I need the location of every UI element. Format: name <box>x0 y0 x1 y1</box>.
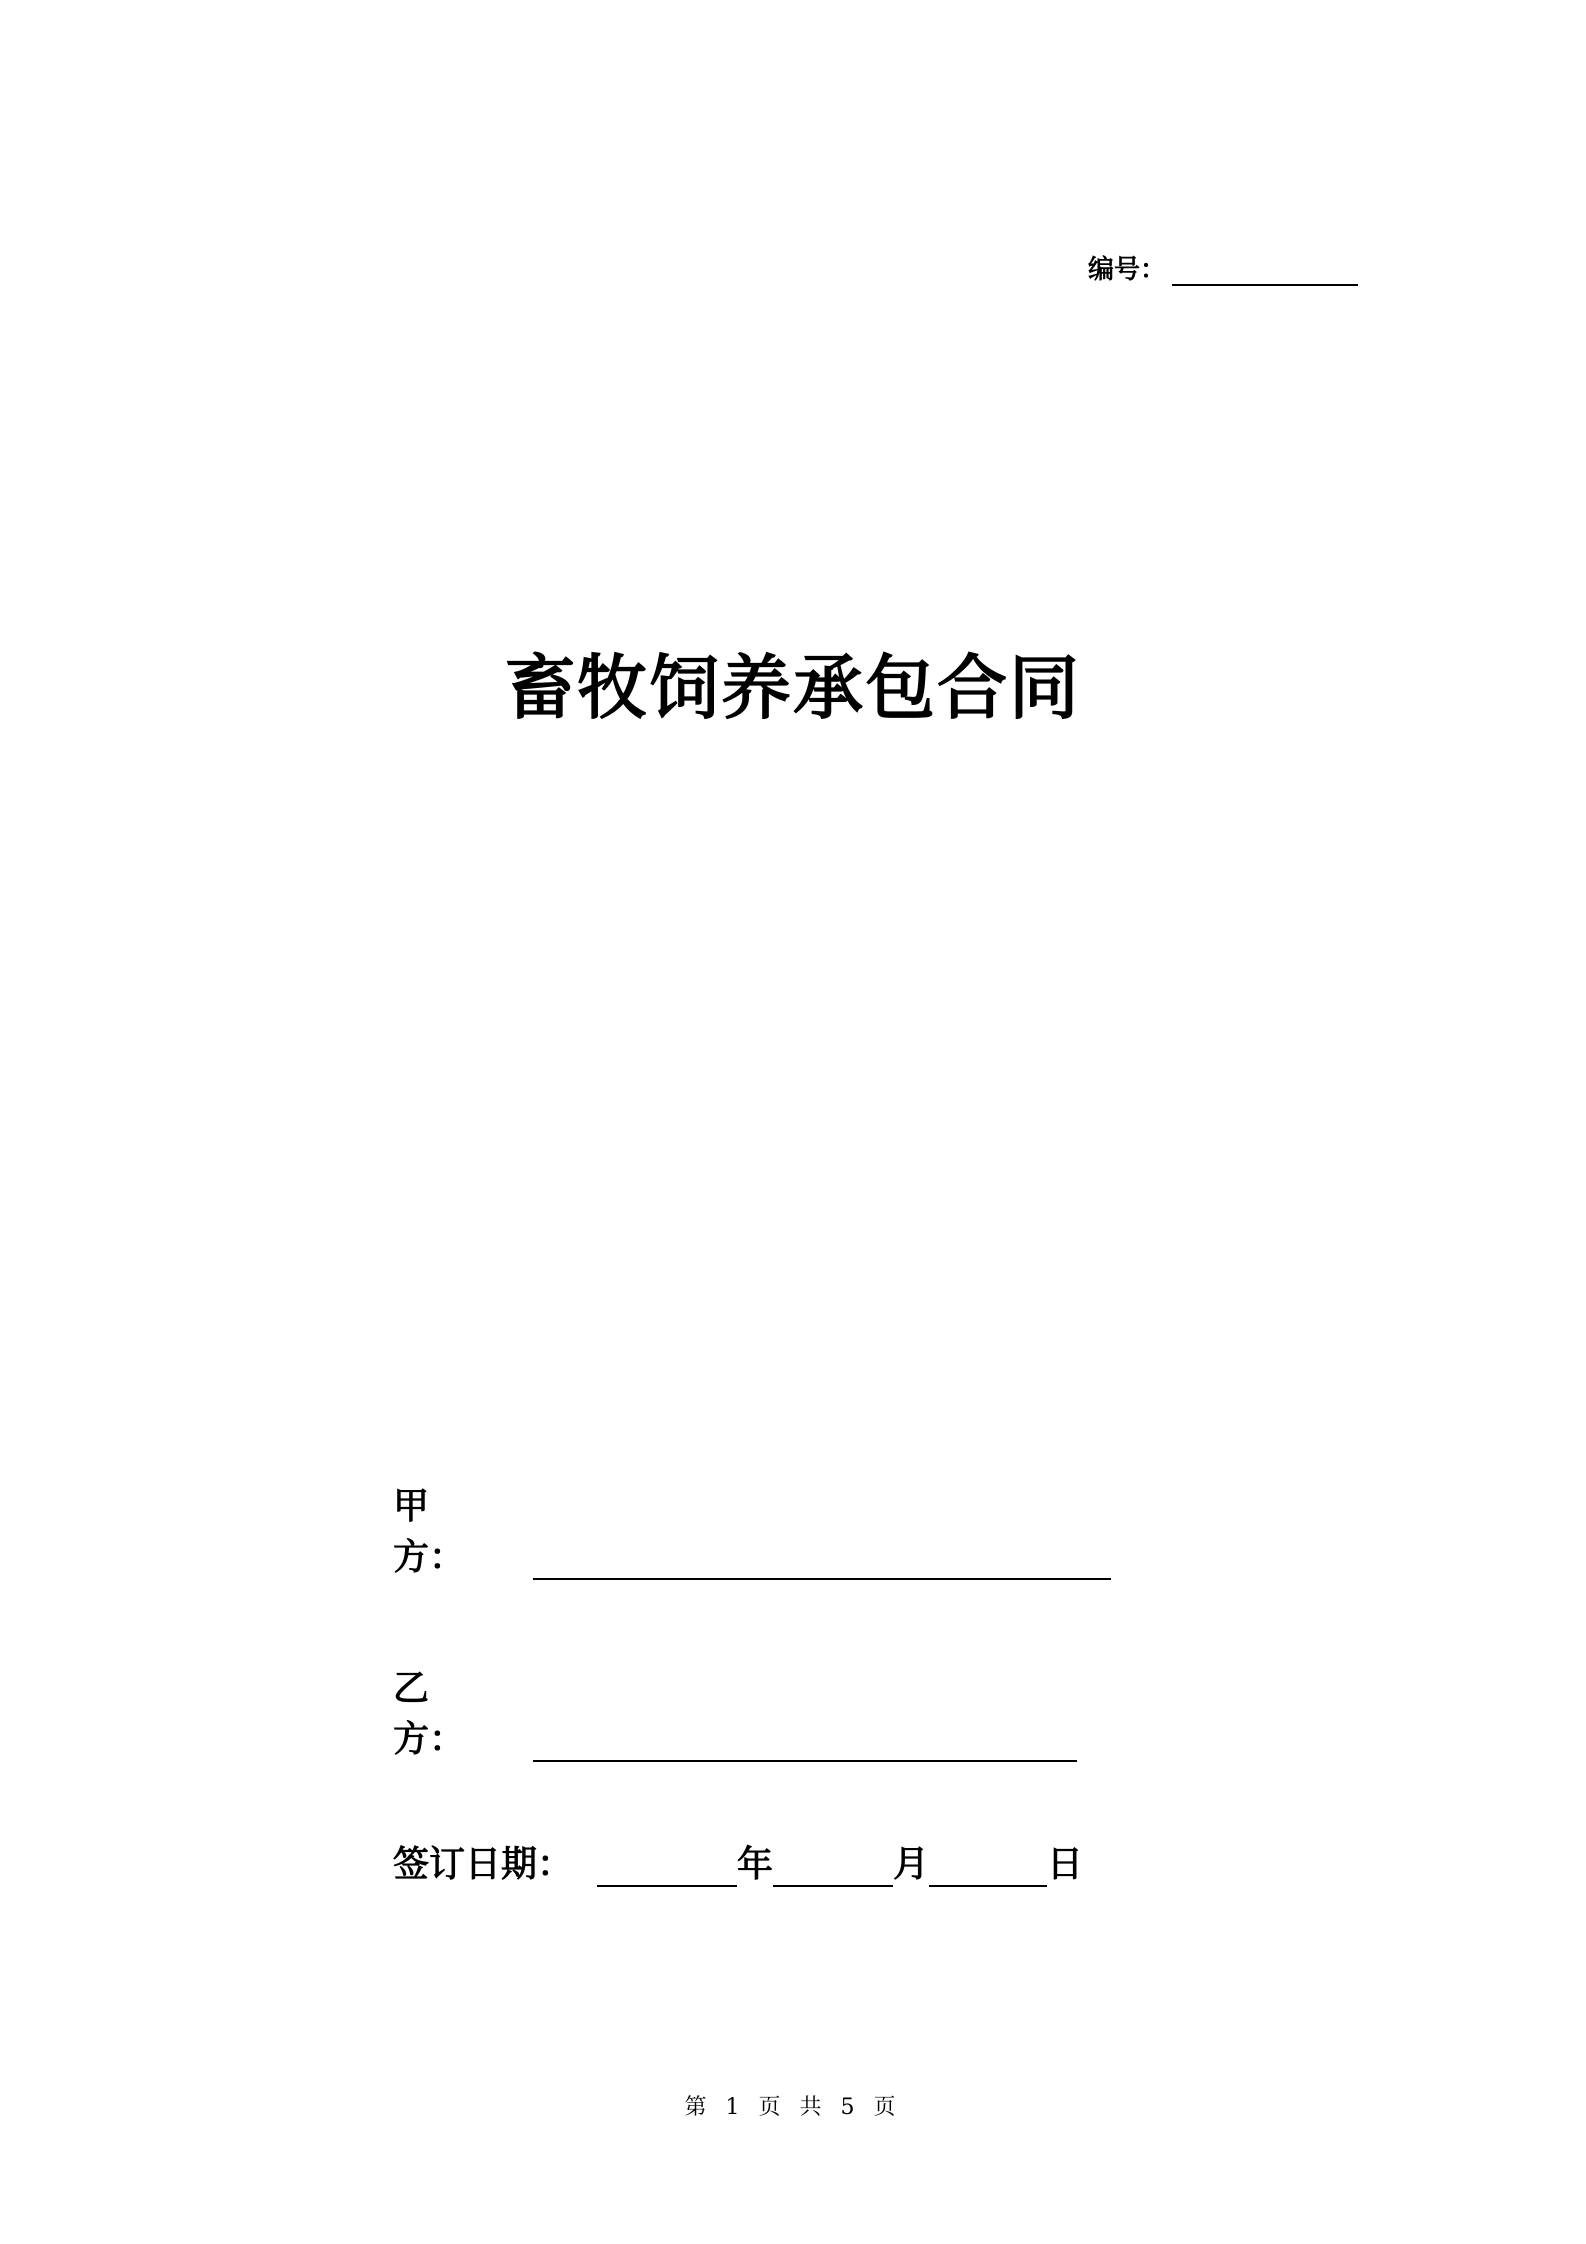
party-a-label-suffix: 方： <box>393 1537 466 1578</box>
party-a-label <box>393 1478 523 1580</box>
serial-label: 编号： <box>1088 255 1167 285</box>
day-blank-line <box>929 1845 1047 1887</box>
document-title: 畜牧饲养承包合同 <box>505 647 1081 729</box>
signing-date-row <box>393 1836 1083 1887</box>
day-label: 日 <box>1047 1844 1084 1885</box>
party-b-label-suffix: 方： <box>393 1719 466 1760</box>
party-a-blank-line <box>533 1538 1111 1580</box>
party-a-row <box>393 1478 1111 1580</box>
serial-number <box>1088 246 1358 286</box>
year-label: 年 <box>737 1844 774 1885</box>
party-b-label <box>393 1660 523 1762</box>
serial-blank-line <box>1172 256 1358 286</box>
month-blank-line <box>773 1845 893 1887</box>
party-b-row <box>393 1660 1077 1762</box>
party-a-label-char: 甲 <box>393 1486 430 1527</box>
signing-date-label: 签订日期： <box>393 1844 574 1885</box>
party-b-blank-line <box>533 1720 1077 1762</box>
party-b-label-char: 乙 <box>393 1668 430 1709</box>
month-label: 月 <box>893 1844 930 1885</box>
year-blank-line <box>597 1845 737 1887</box>
page-number: 第 1 页 共 5 页 <box>684 2095 902 2120</box>
